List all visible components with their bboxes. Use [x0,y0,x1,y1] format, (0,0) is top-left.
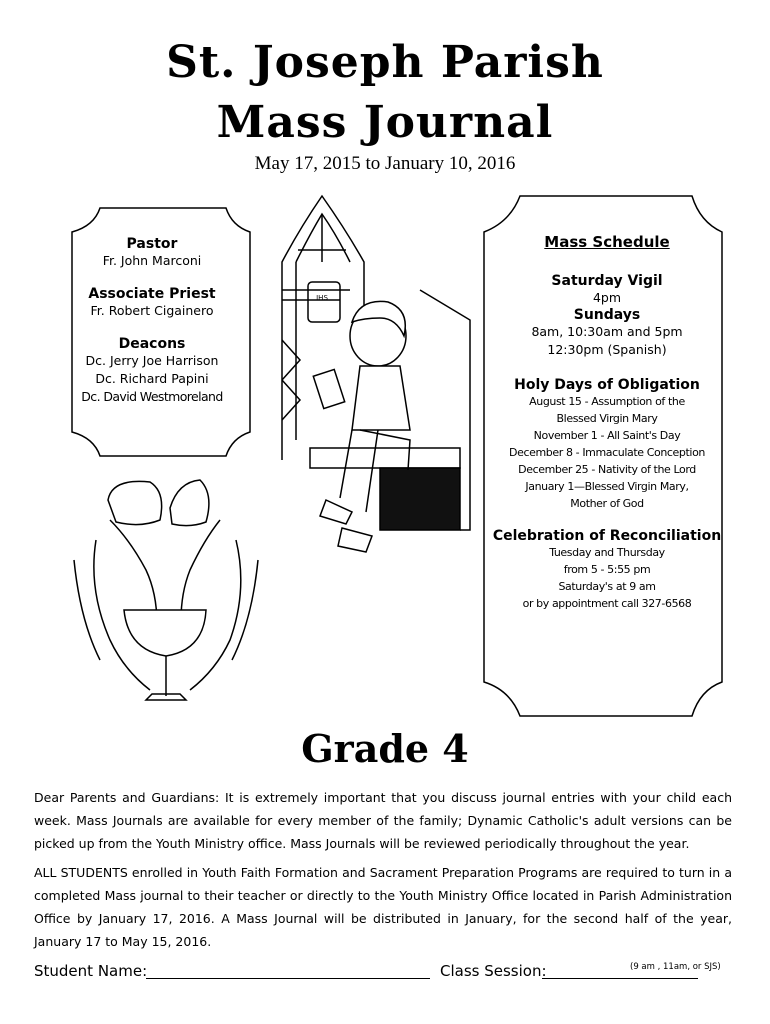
reconciliation-line: from 5 - 5:55 pm [563,563,651,576]
sunday-time: 12:30pm (Spanish) [547,342,667,357]
sunday-time: 8am, 10:30am and 5pm [531,324,683,339]
associate-name: Fr. Robert Cigainero [90,303,214,318]
associate-heading: Associate Priest [88,286,216,302]
deacon-name: Dc. Jerry Joe Harrison [85,353,219,368]
boy-reading-illustration [282,196,470,552]
reconciliation-heading: Celebration of Reconciliation [492,528,722,544]
deacon-name: Dc. David Westmoreland [81,389,223,404]
class-session-field[interactable] [542,978,698,979]
pastor-name: Fr. John Marconi [102,253,202,268]
vigil-time: 4pm [592,290,622,305]
reconciliation-line: Tuesday and Thursday [549,546,665,559]
holy-days-heading: Holy Days of Obligation [514,377,700,393]
date-range: May 17, 2015 to January 10, 2016 [254,153,516,174]
holy-day-line: December 25 - Nativity of the Lord [518,463,696,476]
page-title: St. Joseph Parish [166,37,604,88]
vigil-heading: Saturday Vigil [551,273,663,289]
student-name-field[interactable] [146,978,430,979]
holy-day-line: November 1 - All Saint's Day [533,429,681,442]
parents-notice: Dear Parents and Guardians: It is extremely important that you discuss journal entries with your child each week. Mass Journals are available for every member of the family; Dynamic Catholic's adult versions can be picked up from the Youth Ministry office. Mass Journals will be reviewed periodically throughout the year. [34,790,732,851]
window-emblem: IHS [316,294,328,302]
holy-day-line: January 1—Blessed Virgin Mary, [525,480,689,493]
clergy-panel [72,236,232,406]
class-session-hint: (9 am , 11am, or SJS) [630,962,721,972]
deacon-name: Dc. Richard Papini [95,371,209,386]
deacons-heading: Deacons [118,336,186,352]
hands-chalice-illustration [74,480,258,700]
schedule-heading: Mass Schedule [544,233,670,251]
reconciliation-line: or by appointment call 327-6568 [522,597,692,610]
schedule-panel [484,233,730,612]
grade-heading: Grade 4 [301,726,469,771]
student-name-label: Student Name: [34,962,148,980]
holy-day-line: August 15 - Assumption of the [529,395,685,408]
class-session-label: Class Session: [440,962,547,980]
students-notice: ALL STUDENTS enrolled in Youth Faith Formation and Sacrament Preparation Programs are required to turn in a completed Mass journal to their teacher or directly to the Youth Ministry Office located in Parish Administration Office by January 17, 2016. A Mass Journal will be distributed in January, for the second half of the year, January 17 to May 15, 2016. [34,865,732,949]
holy-day-line: December 8 - Immaculate Conception [509,446,705,459]
reconciliation-line: Saturday's at 9 am [558,580,656,593]
holy-day-line: Blessed Virgin Mary [556,412,658,425]
holy-day-line: Mother of God [570,497,644,510]
pastor-heading: Pastor [126,236,178,252]
page-subtitle: Mass Journal [216,97,554,148]
sundays-heading: Sundays [573,307,641,323]
